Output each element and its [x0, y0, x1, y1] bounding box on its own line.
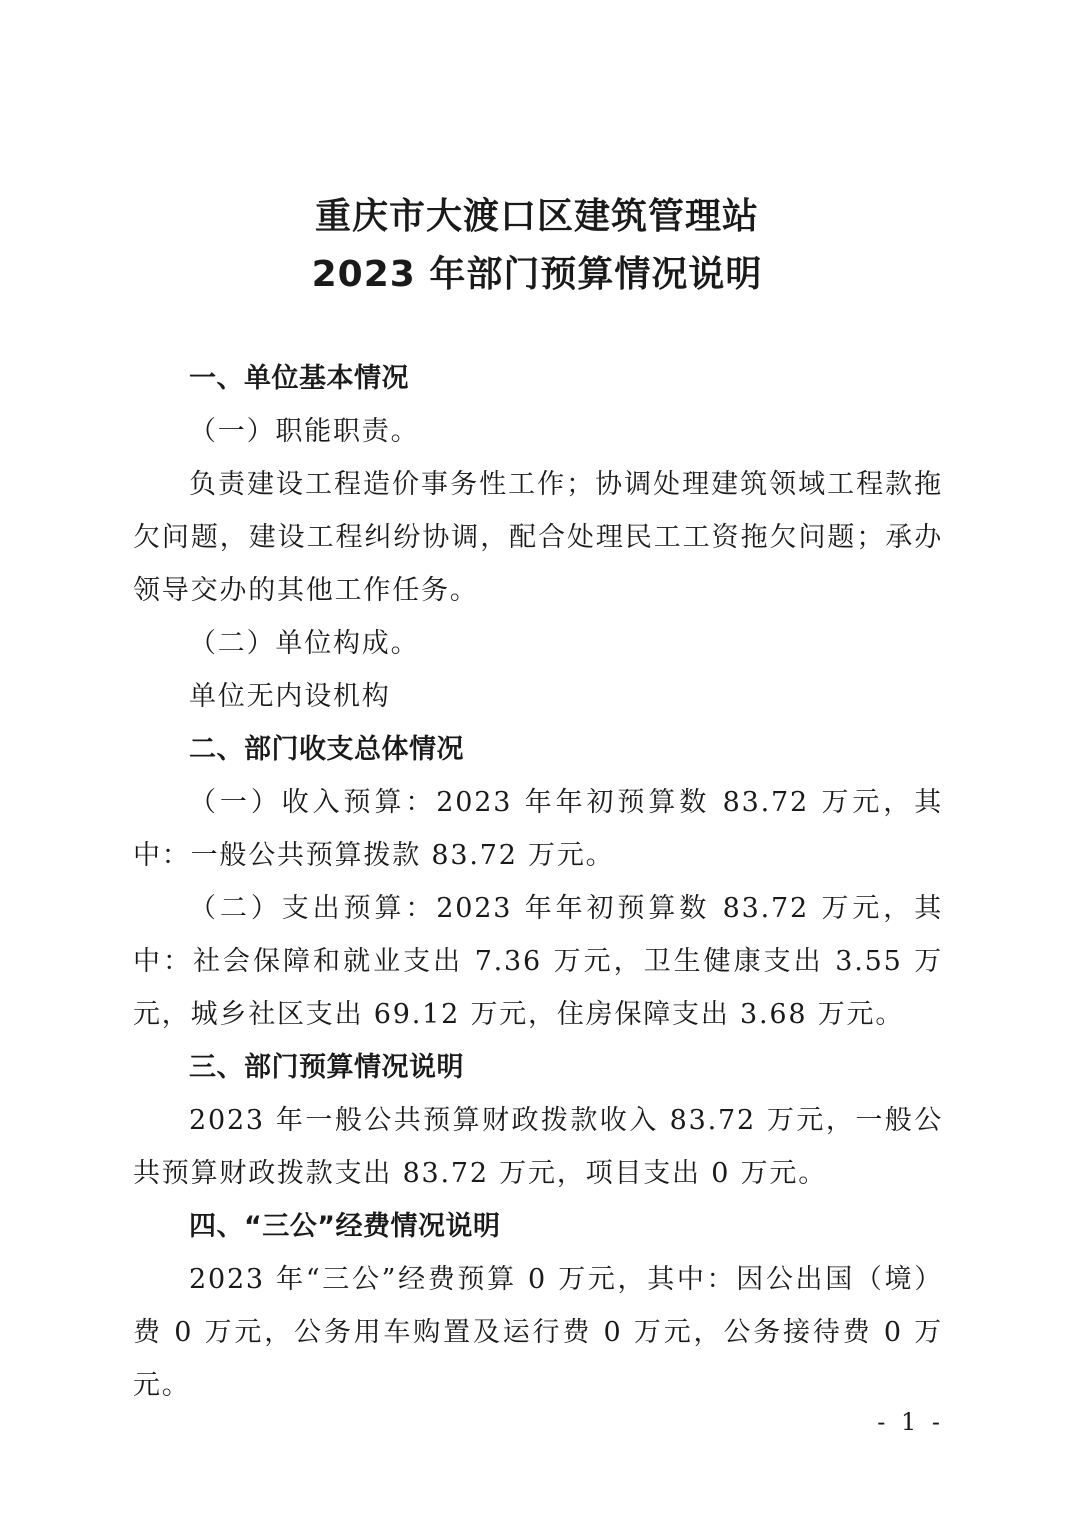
section-1-paragraph-2: 单位无内设机构 — [189, 681, 391, 712]
document-title — [0, 188, 1074, 304]
section-3-paragraph-1: 2023 年一般公共预算财政拨款收入 83.72 万元，一般公共预算财政拨款支出 83.72 万元，项目支出 0 万元。 — [133, 1105, 943, 1189]
section-1-sub-2: （二）单位构成。 — [189, 628, 420, 659]
section-2-heading: 二、部门收支总体情况 — [189, 734, 464, 765]
section-1-heading: 一、单位基本情况 — [189, 363, 409, 394]
document-body — [133, 352, 943, 1412]
section-1-sub-1: （一）职能职责。 — [189, 416, 420, 447]
section-4-heading: 四、“三公”经费情况说明 — [189, 1211, 501, 1242]
section-1-paragraph-1: 负责建设工程造价事务性工作；协调处理建筑领域工程款拖欠问题，建设工程纠纷协调，配合处理民工工资拖欠问题；承办领导交办的其他工作任务。 — [133, 469, 943, 606]
section-2-paragraph-1: （一）收入预算：2023 年年初预算数 83.72 万元，其中：一般公共预算拨款 83.72 万元。 — [133, 787, 943, 871]
title-line-1: 重庆市大渡口区建筑管理站 — [314, 196, 759, 237]
section-4-paragraph-1: 2023 年“三公”经费预算 0 万元，其中：因公出国（境）费 0 万元，公务用车购置及运行费 0 万元，公务接待费 0 万元。 — [133, 1264, 943, 1401]
section-2-paragraph-2: （二）支出预算：2023 年年初预算数 83.72 万元，其中：社会保障和就业支出 7.36 万元，卫生健康支出 3.55 万元，城乡社区支出 69.12 万元，住房保障支出 3.68 万元。 — [133, 893, 943, 1030]
section-3-heading: 三、部门预算情况说明 — [189, 1052, 464, 1083]
title-line-2: 2023 年部门预算情况说明 — [311, 254, 763, 295]
page-number: - 1 - — [877, 1408, 944, 1436]
